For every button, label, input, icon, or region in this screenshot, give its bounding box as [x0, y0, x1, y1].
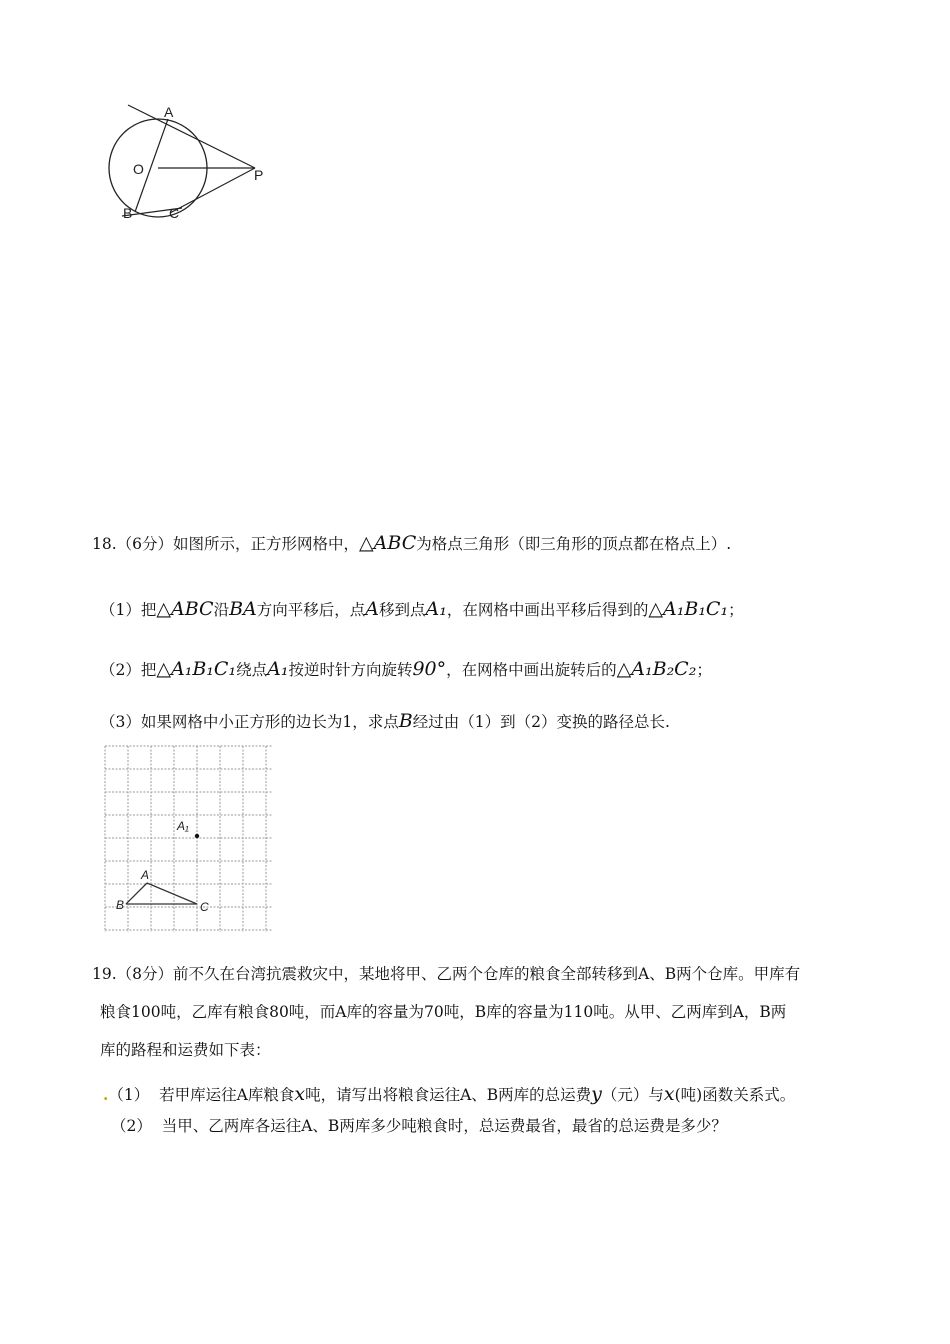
- q18-part3-text1: 如果网格中小正方形的边长为1，求点: [140, 713, 399, 731]
- q18-part2-tri1: △A₁B₁C₁: [156, 658, 237, 680]
- tangent-line-pa: [128, 105, 255, 168]
- grid-label-b: B: [116, 898, 125, 912]
- q19-part1-x: x: [294, 1083, 306, 1105]
- q19-line1: [92, 964, 800, 984]
- q19-part1-text4: (吨)函数关系式。: [674, 1086, 796, 1104]
- q19-mark-dot: .: [103, 1085, 109, 1104]
- line-pc: [170, 168, 255, 213]
- circle-tangent-figure: [100, 100, 300, 230]
- point-a1: [195, 834, 199, 838]
- q18-part1-text3: 方向平移后，点: [256, 601, 366, 619]
- q18-part3: [100, 711, 670, 732]
- q18-part2-angle: 90°: [412, 658, 447, 680]
- q18-part1-text1: 把: [140, 601, 157, 619]
- q18-header: [92, 533, 731, 554]
- q18-part1-text4: 移到点: [379, 601, 426, 619]
- q18-part2-text3: 按逆时针方向旋转: [288, 661, 413, 679]
- q19-part1-text3: （元）与: [601, 1086, 664, 1104]
- q18-part2-number: （2）: [100, 661, 141, 679]
- q19-line2-text: 粮食100吨，乙库有粮食80吨，而A库的容量为70吨，B库的容量为110吨。从甲、乙两库到A，B两: [100, 1003, 787, 1021]
- q18-part2-tri2: △A₁B₂C₂: [616, 658, 697, 680]
- q19-part1-x2: x: [663, 1083, 675, 1105]
- label-b: B: [123, 205, 133, 221]
- q18-part3-number: （3）: [100, 713, 141, 731]
- grid-label-a: A: [141, 868, 150, 882]
- q18-part1-tri1: △A₁B₁C₁: [648, 598, 729, 620]
- label-c: C: [169, 205, 180, 221]
- q18-part1-a1: A₁: [425, 598, 447, 620]
- q18-part2-a1: A₁: [267, 658, 289, 680]
- q18-part1-a: A: [365, 598, 380, 620]
- q18-part1-text5: ，在网格中画出平移后得到的: [446, 601, 649, 619]
- q19-part1-number: （1）: [108, 1086, 150, 1104]
- q18-part1: [100, 599, 744, 620]
- square-grid-figure: [103, 742, 273, 932]
- q19-line2: [100, 1002, 786, 1022]
- q19-part1-y: y: [591, 1083, 602, 1105]
- q18-number: 18.: [92, 535, 117, 553]
- q18-triangle-abc: △ABC: [359, 532, 417, 554]
- q18-part1-ba: BA: [229, 598, 257, 620]
- q18-score: （6分）: [116, 535, 174, 553]
- q19-number: 19.: [92, 965, 117, 983]
- q19-line3: [100, 1040, 271, 1060]
- q18-part2-text1: 把: [140, 661, 157, 679]
- triangle-side-ac: [147, 883, 197, 904]
- q19-line3-text: 库的路程和运费如下表：: [100, 1041, 271, 1059]
- q18-part2-text2: 绕点: [236, 661, 268, 679]
- q18-part2-text4: ，在网格中画出旋转后的: [446, 661, 617, 679]
- label-o: O: [133, 161, 144, 177]
- q18-part1-text2: 沿: [213, 601, 230, 619]
- q18-part1-end: ；: [728, 601, 744, 619]
- q18-part3-b: B: [398, 710, 413, 732]
- q19-part2-number: （2）: [111, 1117, 152, 1135]
- label-a: A: [164, 104, 174, 120]
- q19-part2-text: 当甲、乙两库各运往A、B两库多少吨粮食时，总运费最省，最省的总运费是多少？: [161, 1117, 727, 1135]
- q19-part1-text1: 若甲库运往A库粮食: [159, 1086, 295, 1104]
- q18-intro-a: 如图所示，正方形网格中，: [173, 535, 360, 553]
- label-p: P: [254, 167, 264, 183]
- q18-part2-end: ；: [696, 661, 712, 679]
- q18-intro-b: 为格点三角形（即三角形的顶点都在格点上）.: [416, 535, 732, 553]
- q19-part1: [103, 1084, 795, 1105]
- q18-part1-number: （1）: [100, 601, 141, 619]
- q18-part2: [100, 659, 712, 680]
- grid-label-c: C: [200, 900, 209, 914]
- q18-part1-tri: △ABC: [156, 598, 214, 620]
- grid-label-a1: A₁: [177, 819, 189, 833]
- q19-line1-text: （8分）前不久在台湾抗震救灾中，某地将甲、乙两个仓库的粮食全部转移到A、B两个仓库。甲库有: [116, 965, 801, 983]
- q19-part2: [111, 1116, 727, 1136]
- q18-part3-text2: 经过由（1）到（2）变换的路径总长.: [412, 713, 670, 731]
- q19-part1-text2: 吨，请写出将粮食运往A、B两库的总运费: [305, 1086, 592, 1104]
- triangle-side-ab: [126, 883, 147, 904]
